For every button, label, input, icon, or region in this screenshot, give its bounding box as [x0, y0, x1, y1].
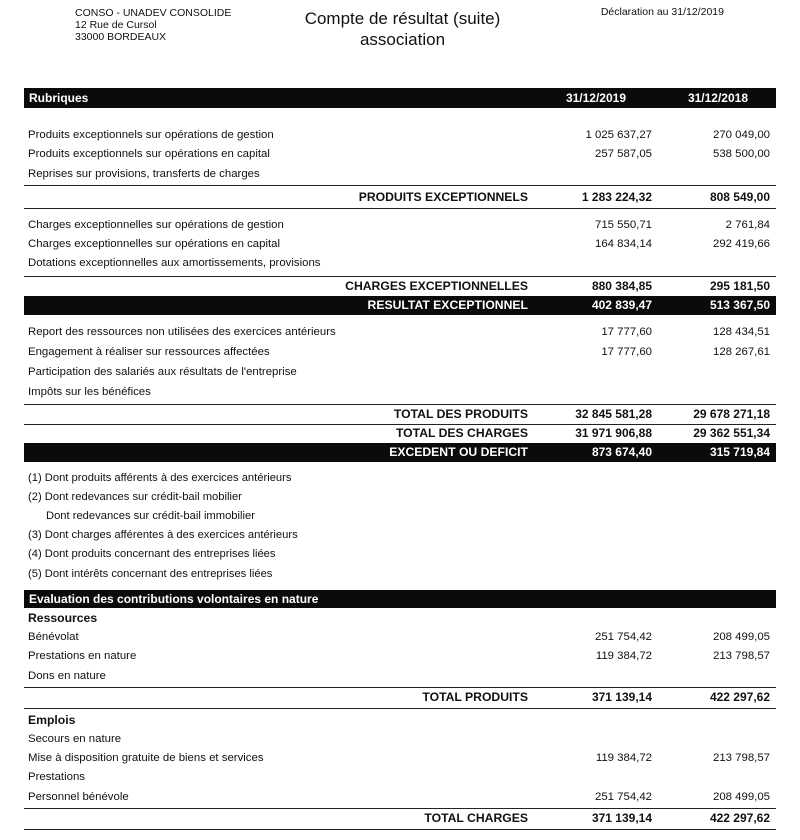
row-label: Report des ressources non utilisées des exercices antérieurs [28, 326, 336, 338]
table-row [24, 126, 776, 144]
note-5: (5) Dont intérêts concernant des entreprises liées [28, 568, 273, 580]
table-row [24, 730, 776, 748]
table-row [24, 254, 776, 272]
org-name: CONSO - UNADEV CONSOLIDE [75, 7, 232, 19]
table-row [24, 235, 776, 253]
organization-address [75, 7, 231, 43]
table-row [24, 323, 776, 341]
excedent-row [24, 443, 776, 462]
year-2019-header: 31/12/2019 [565, 91, 626, 105]
value-2018: 270 049,00 [712, 129, 770, 141]
row-label: Secours en nature [28, 733, 122, 745]
note-3: (3) Dont charges afférentes à des exercices antérieurs [28, 529, 298, 541]
total-2018: 513 367,50 [709, 298, 770, 312]
table-row [24, 165, 776, 183]
table-row [24, 343, 776, 361]
row-label: Dons en nature [28, 670, 106, 682]
total-2018: 29 678 271,18 [693, 407, 770, 421]
row-label: Charges exceptionnelles sur opérations de gestion [28, 219, 284, 231]
emplois-title: Emplois [28, 713, 76, 727]
row-label: Personnel bénévole [28, 791, 129, 803]
row-label: Prestations en nature [28, 650, 137, 662]
table-row [24, 788, 776, 806]
ressources-title: Ressources [28, 611, 98, 625]
contributions-title: Evaluation des contributions volontaires en nature [29, 592, 319, 606]
row-label: Impôts sur les bénéfices [28, 386, 151, 398]
value-2019: 1 025 637,27 [585, 129, 652, 141]
total-row [24, 277, 776, 296]
total-2018: 295 181,50 [709, 279, 770, 293]
total-row [24, 688, 776, 707]
note-2b: Dont redevances sur crédit-bail immobilier [46, 510, 255, 522]
table-row [24, 216, 776, 234]
row-label: Charges exceptionnelles sur opérations en capital [28, 238, 281, 250]
note-1: (1) Dont produits afférents à des exercices antérieurs [28, 472, 292, 484]
value-2019: 17 777,60 [601, 326, 652, 338]
total-row [24, 809, 776, 828]
total-2019: 1 283 224,32 [581, 190, 652, 204]
divider [24, 708, 776, 709]
total-produits-row [24, 405, 776, 424]
table-row [24, 145, 776, 163]
row-label: Dotations exceptionnelles aux amortissements, provisions [28, 257, 321, 269]
value-2018: 213 798,57 [712, 752, 770, 764]
table-row [24, 768, 776, 786]
column-header [24, 88, 776, 108]
value-2018: 538 500,00 [712, 148, 770, 160]
value-2019: 119 384,72 [595, 650, 652, 662]
divider [24, 185, 776, 186]
total-2019: 880 384,85 [591, 279, 652, 293]
value-2019: 17 777,60 [601, 346, 652, 358]
value-2018: 128 267,61 [712, 346, 770, 358]
value-2019: 164 834,14 [594, 238, 652, 250]
total-2019: 402 839,47 [591, 298, 652, 312]
rubriques-header: Rubriques [29, 91, 89, 105]
value-2018: 292 419,66 [712, 238, 770, 250]
total-2018: 315 719,84 [709, 445, 770, 459]
total-label: EXCEDENT OU DEFICIT [389, 445, 528, 459]
total-2018: 422 297,62 [709, 811, 770, 825]
title-line-2: association [359, 30, 446, 49]
org-city: 33000 BORDEAUX [75, 31, 167, 43]
divider [24, 829, 776, 830]
total-label: TOTAL DES CHARGES [395, 426, 528, 440]
value-2018: 2 761,84 [725, 219, 770, 231]
value-2019: 251 754,42 [594, 791, 652, 803]
total-2018: 422 297,62 [709, 690, 770, 704]
declaration-date: Déclaration au 31/12/2019 [600, 6, 724, 18]
total-label: TOTAL PRODUITS [422, 690, 528, 704]
total-2018: 29 362 551,34 [693, 426, 770, 440]
title-line-1: Compte de résultat (suite) [304, 9, 501, 28]
row-label: Produits exceptionnels sur opérations de gestion [28, 129, 274, 141]
row-label: Participation des salariés aux résultats de l'entreprise [28, 366, 297, 378]
total-row [24, 188, 776, 207]
value-2018: 128 434,51 [712, 326, 770, 338]
year-2018-header: 31/12/2018 [687, 91, 748, 105]
total-2019: 371 139,14 [591, 690, 652, 704]
value-2019: 119 384,72 [595, 752, 652, 764]
resultat-exceptionnel-row [24, 296, 776, 315]
note-4: (4) Dont produits concernant des entreprises liées [28, 548, 276, 560]
table-row [24, 628, 776, 646]
total-label: RESULTAT EXCEPTIONNEL [367, 298, 528, 312]
table-row [24, 383, 776, 401]
row-label: Mise à disposition gratuite de biens et services [28, 752, 264, 764]
divider [24, 208, 776, 209]
total-2019: 32 845 581,28 [575, 407, 652, 421]
table-row [24, 363, 776, 381]
note-2: (2) Dont redevances sur crédit-bail mobilier [28, 491, 242, 503]
row-label: Engagement à réaliser sur ressources affectées [28, 346, 270, 358]
total-2019: 371 139,14 [591, 811, 652, 825]
total-2019: 873 674,40 [591, 445, 652, 459]
value-2018: 208 499,05 [712, 631, 770, 643]
total-2018: 808 549,00 [709, 190, 770, 204]
table-row [24, 749, 776, 767]
value-2019: 257 587,05 [594, 148, 652, 160]
org-street: 12 Rue de Cursol [75, 19, 157, 31]
total-2019: 31 971 906,88 [575, 426, 652, 440]
total-charges-row [24, 424, 776, 443]
value-2018: 208 499,05 [712, 791, 770, 803]
row-label: Produits exceptionnels sur opérations en capital [28, 148, 270, 160]
total-label: PRODUITS EXCEPTIONNELS [358, 190, 528, 204]
table-row [24, 667, 776, 685]
row-label: Prestations [28, 771, 85, 783]
value-2018: 213 798,57 [712, 650, 770, 662]
contributions-header [24, 590, 776, 608]
total-label: TOTAL DES PRODUITS [393, 407, 528, 421]
table-row [24, 647, 776, 665]
row-label: Bénévolat [28, 631, 79, 643]
row-label: Reprises sur provisions, transferts de charges [28, 168, 260, 180]
value-2019: 251 754,42 [594, 631, 652, 643]
total-label: CHARGES EXCEPTIONNELLES [345, 279, 528, 293]
value-2019: 715 550,71 [594, 219, 652, 231]
document-title [260, 8, 545, 50]
total-label: TOTAL CHARGES [424, 811, 528, 825]
